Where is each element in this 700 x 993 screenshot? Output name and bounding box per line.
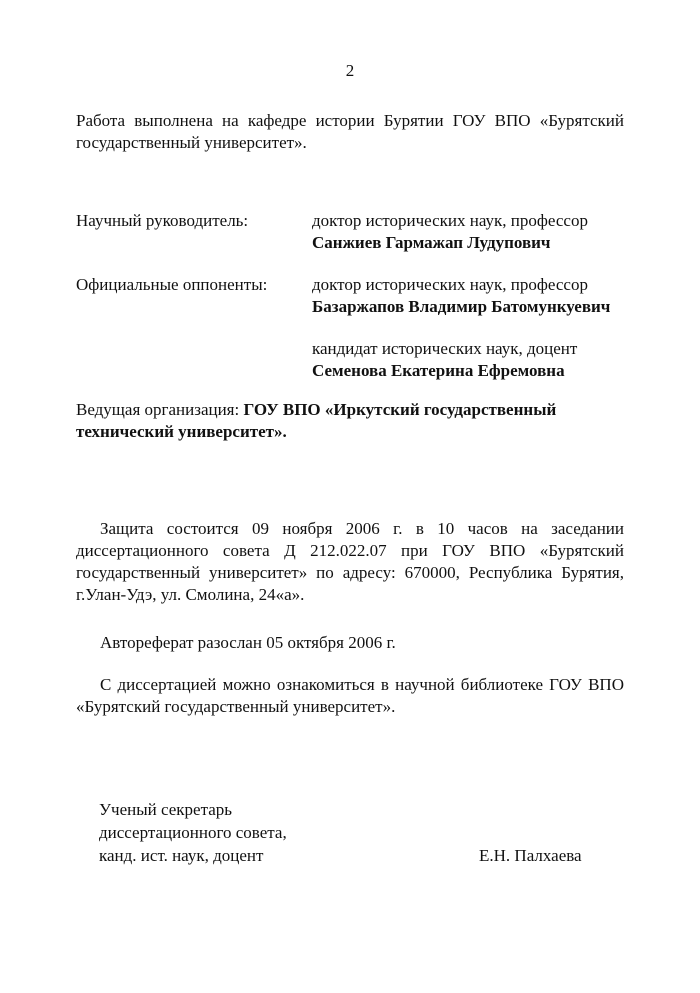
supervisor-label: Научный руководитель: — [76, 211, 249, 230]
secretary-title-2: диссертационного совета, — [99, 823, 287, 842]
supervisor-name: Санжиев Гармажап Лудупович — [312, 233, 551, 253]
leading-org-name: ГОУ ВПО «Иркутский государственный технический университет». — [76, 400, 557, 442]
library-paragraph: С диссертацией можно ознакомиться в научной библиотеке ГОУ ВПО «Бурятский государственный университет». — [76, 675, 624, 717]
opponents-info — [312, 274, 632, 382]
abstract-sent: Автореферат разослан 05 октября 2006 г. — [100, 633, 396, 652]
leading-organization — [76, 399, 636, 443]
secretary-name: Е.Н. Палхаева — [479, 846, 582, 865]
supervisor-degree: доктор исторических наук, профессор — [312, 211, 588, 230]
opponent-2-degree: кандидат исторических наук, доцент — [312, 339, 578, 359]
supervisor-info — [312, 210, 632, 254]
page-number: 2 — [345, 61, 355, 80]
opponent-1-name: Базаржапов Владимир Батомункуевич — [312, 297, 611, 317]
secretary-title-3: канд. ист. наук, доцент — [99, 846, 264, 865]
secretary-title-1: Ученый секретарь — [99, 800, 233, 819]
opponent-2-name: Семенова Екатерина Ефремовна — [312, 361, 565, 381]
defense-paragraph: Защита состоится 09 ноября 2006 г. в 10 часов на заседании диссертационного совета Д 212.022.07 при ГОУ ВПО «Бурятский государственный университет» по адресу: 670000, Республика Бурятия, г.Улан-Удэ, ул. Смолина, 24«а». — [76, 519, 624, 605]
intro-paragraph: Работа выполнена на кафедре истории Бурятии ГОУ ВПО «Бурятский государственный университет». — [76, 111, 624, 153]
leading-org-label: Ведущая организация: — [76, 400, 240, 419]
opponents-label: Официальные оппоненты: — [76, 275, 268, 294]
opponent-1-degree: доктор исторических наук, профессор — [312, 275, 588, 294]
